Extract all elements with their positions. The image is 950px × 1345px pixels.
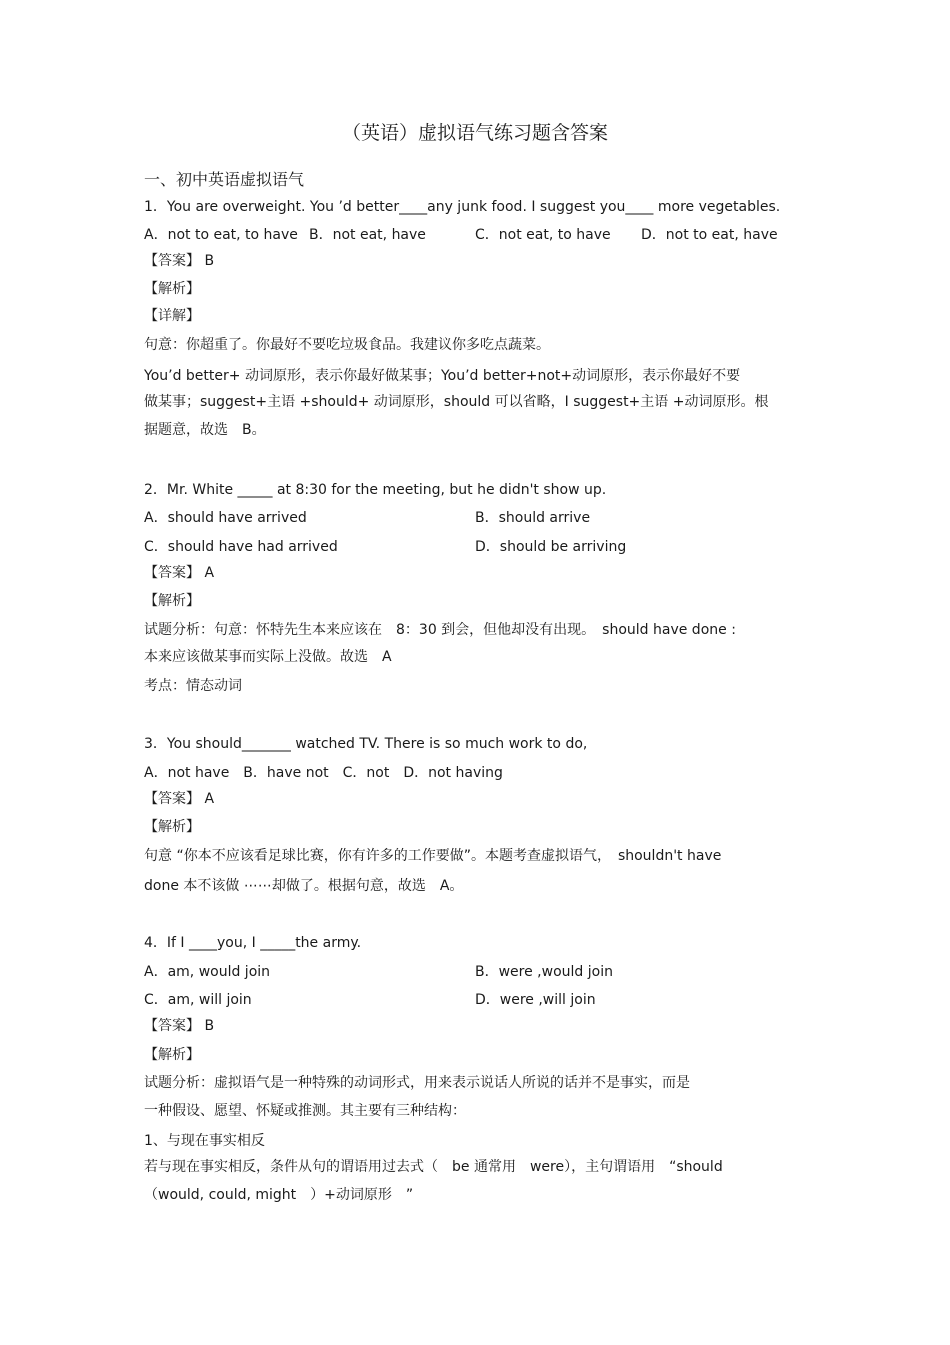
q3-answer: 【答案】 A xyxy=(144,791,215,807)
q1-detail-label: 【详解】 xyxy=(144,308,200,324)
q3-options: A．not have B．have not C．not D．not having xyxy=(144,765,503,781)
q1-explanation-line: 做某事；suggest+主语 +should+ 动词原形，should 可以省略，I suggest+主语 +动词原形。根 xyxy=(144,394,769,410)
q1-option-b: B．not eat, have xyxy=(309,227,426,243)
q4-option-a: A．am, would join xyxy=(144,964,271,980)
q1-option-c: C．not eat, to have xyxy=(475,227,611,243)
question-1-stem: 1．You are overweight. You ’d better____any junk food. I suggest you____ more vegetables. xyxy=(144,199,781,215)
q1-option-a: A．not to eat, to have xyxy=(144,227,298,243)
q4-explanation-line: 若与现在事实相反，条件从句的谓语用过去式（ be 通常用 were），主句谓语用 “should xyxy=(144,1159,723,1175)
q4-answer: 【答案】 B xyxy=(144,1018,215,1034)
q2-option-c: C．should have had arrived xyxy=(144,539,338,555)
question-4-stem: 4．If I ____you, I _____the army. xyxy=(144,935,362,951)
q4-explanation-line: 1、与现在事实相反 xyxy=(144,1133,265,1149)
q2-option-a: A．should have arrived xyxy=(144,510,307,526)
q1-explanation-line: You’d better+ 动词原形，表示你最好做某事；You’d better+not+动词原形，表示你最好不要 xyxy=(144,368,741,384)
q1-answer: 【答案】 B xyxy=(144,253,215,269)
question-2-stem: 2．Mr. White _____ at 8:30 for the meeting, but he didn't show up. xyxy=(144,482,607,498)
q2-explanation-line: 考点：情态动词 xyxy=(144,678,242,694)
q1-explanation-line: 句意：你超重了。你最好不要吃垃圾食品。我建议你多吃点蔬菜。 xyxy=(144,337,550,353)
q2-explanation-line: 试题分析：句意：怀特先生本来应该在 8：30 到会，但他却没有出现。 should have done : xyxy=(144,622,736,638)
q2-analysis-label: 【解析】 xyxy=(144,593,200,609)
question-3-stem: 3．You should_______ watched TV. There is so much work to do, xyxy=(144,736,588,752)
q4-explanation-line: 一种假设、愿望、怀疑或推测。其主要有三种结构： xyxy=(144,1103,466,1119)
q4-explanation-line: 试题分析：虚拟语气是一种特殊的动词形式，用来表示说话人所说的话并不是事实，而是 xyxy=(144,1075,690,1091)
q4-analysis-label: 【解析】 xyxy=(144,1047,200,1063)
q4-option-d: D．were ,will join xyxy=(475,992,596,1008)
page-title: （英语）虚拟语气练习题含答案 xyxy=(341,122,608,144)
q2-answer: 【答案】 A xyxy=(144,565,215,581)
q3-analysis-label: 【解析】 xyxy=(144,819,200,835)
q4-option-b: B．were ,would join xyxy=(475,964,613,980)
q1-explanation-line: 据题意，故选 B。 xyxy=(144,422,266,438)
q1-analysis-label: 【解析】 xyxy=(144,281,200,297)
q2-explanation-line: 本来应该做某事而实际上没做。故选 A xyxy=(144,649,392,665)
q2-option-d: D．should be arriving xyxy=(475,539,627,555)
q2-option-b: B．should arrive xyxy=(475,510,591,526)
q4-explanation-line: （would, could, might ）+动词原形 ” xyxy=(144,1187,414,1203)
q3-explanation-line: 句意 “你本不应该看足球比赛，你有许多的工作要做”。本题考查虚拟语气， shouldn't have xyxy=(144,848,722,864)
section-heading: 一、初中英语虚拟语气 xyxy=(144,170,305,189)
q3-explanation-line: done 本不该做 ⋯⋯却做了。根据句意，故选 A。 xyxy=(144,878,464,894)
q1-option-d: D．not to eat, have xyxy=(641,227,778,243)
q4-option-c: C．am, will join xyxy=(144,992,252,1008)
